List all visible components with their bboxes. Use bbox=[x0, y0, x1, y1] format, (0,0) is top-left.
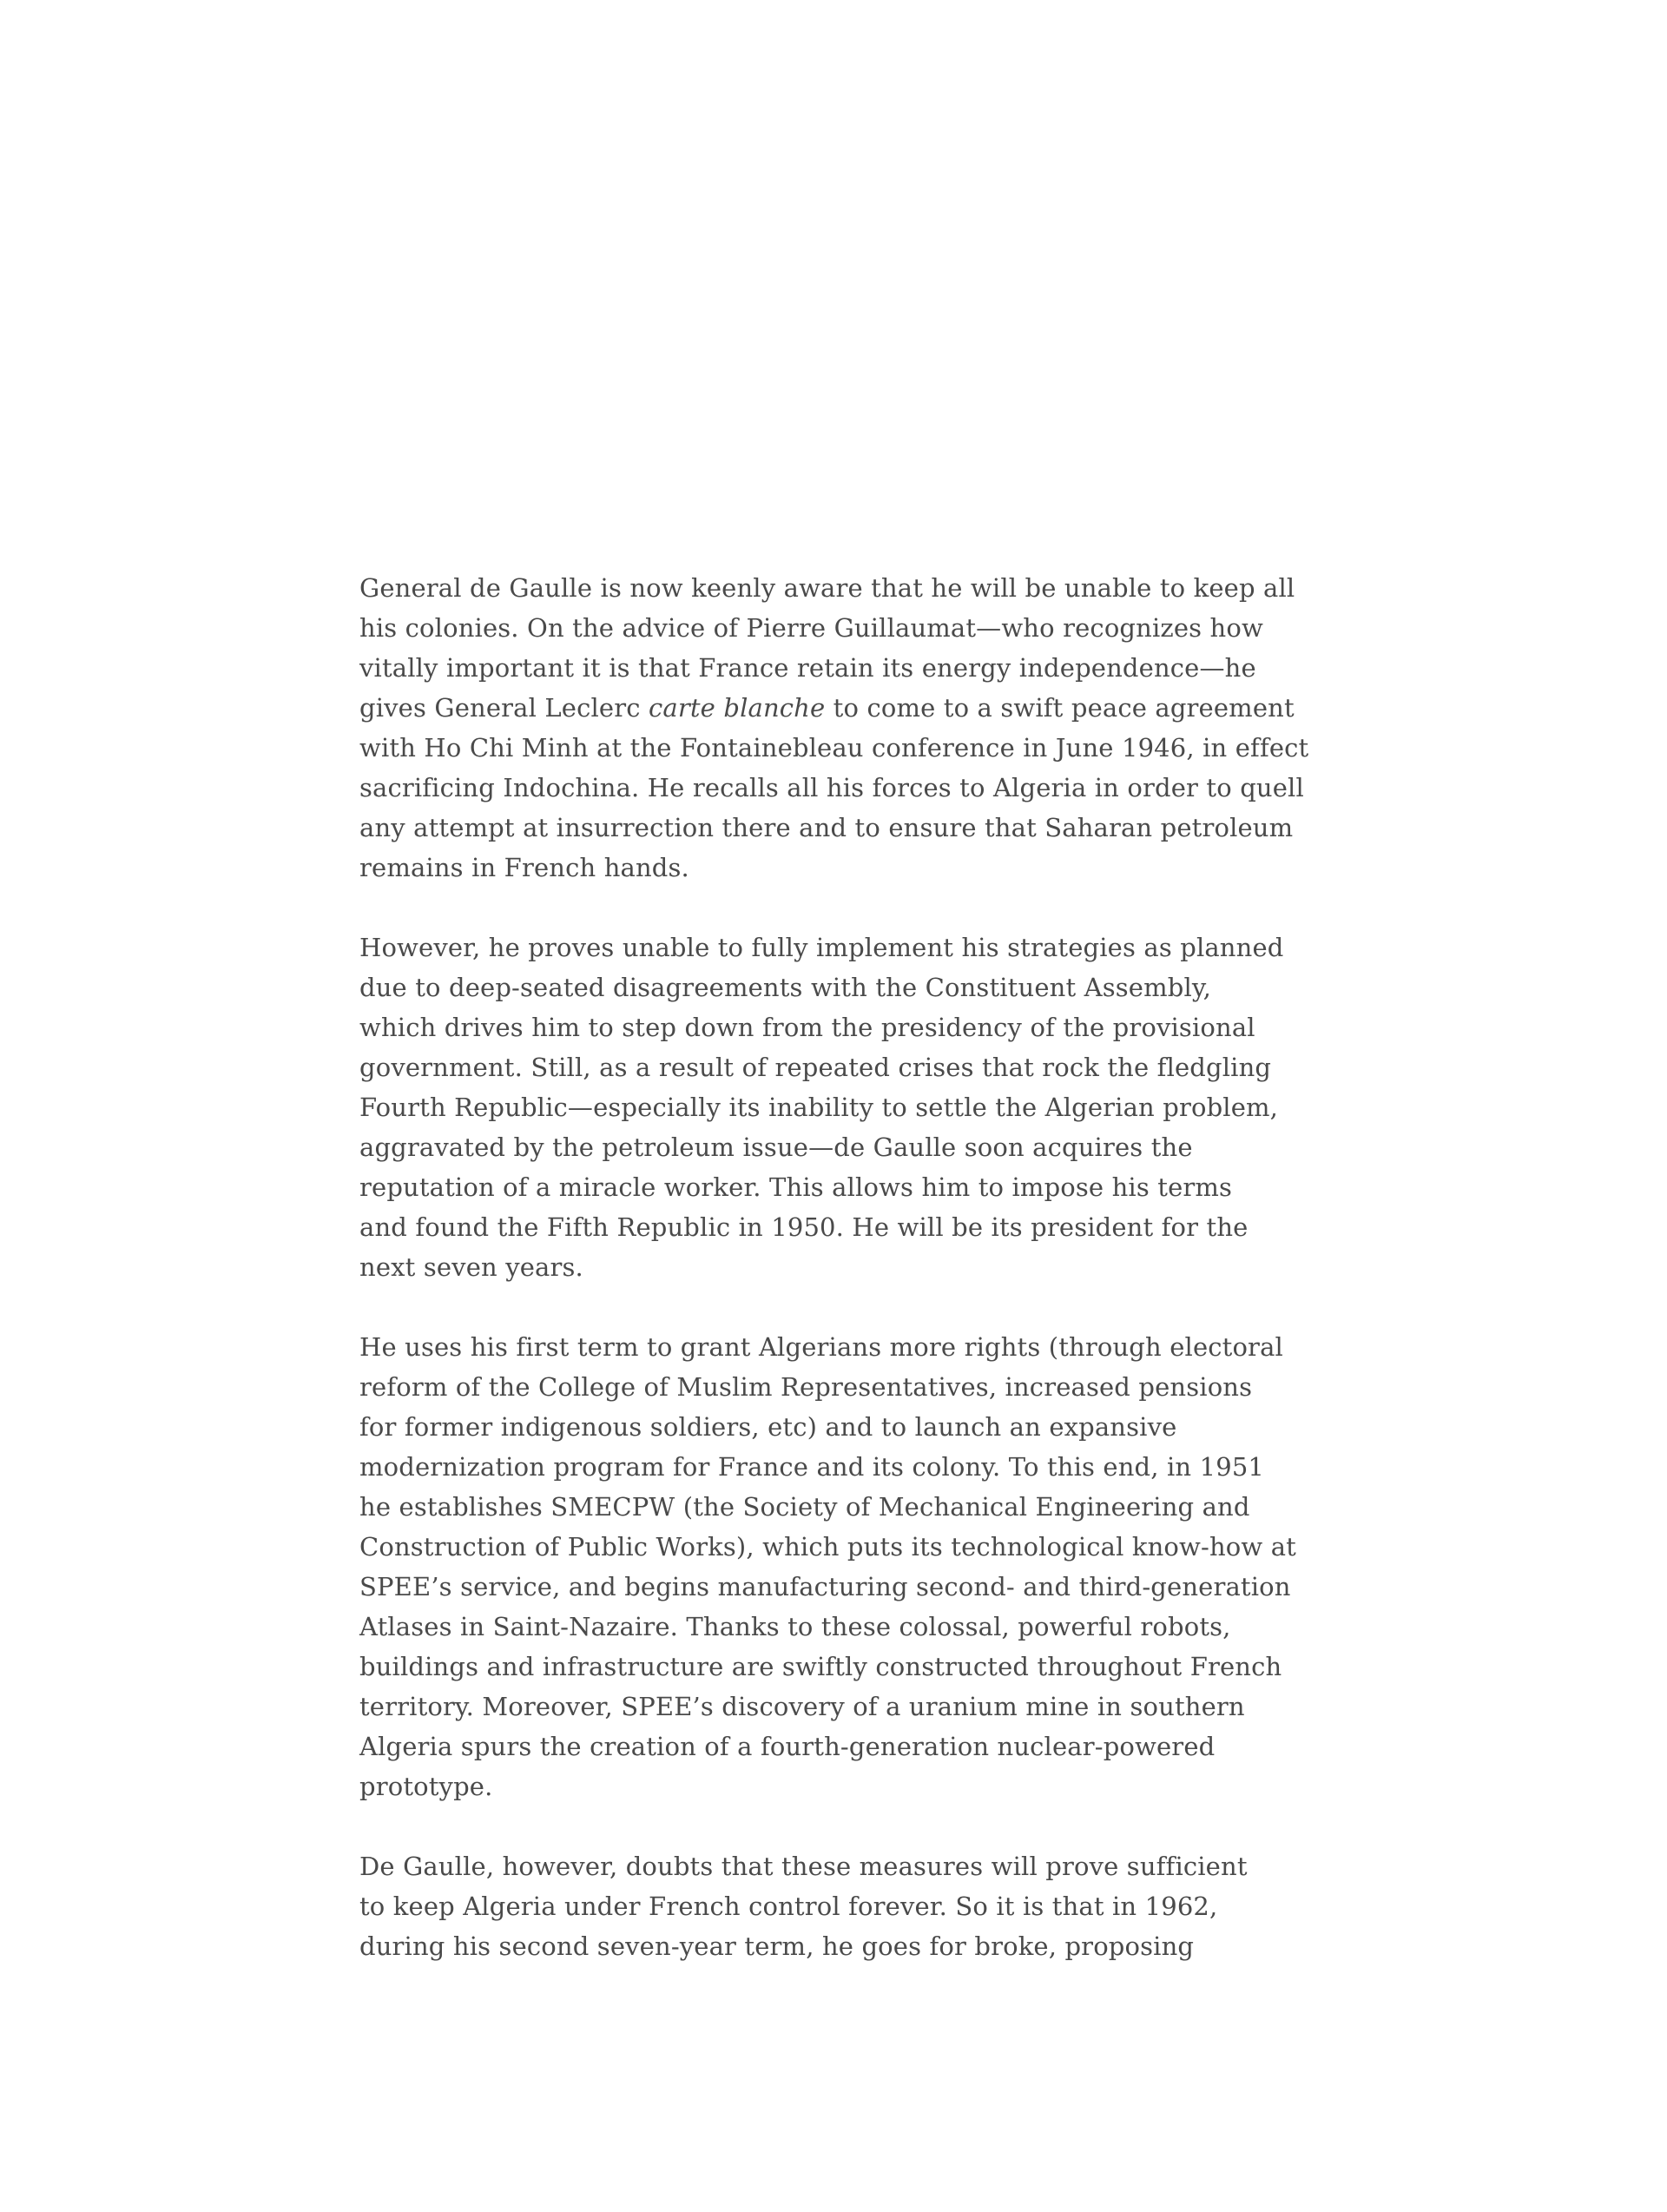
text-line: Algeria spurs the creation of a fourth-generation nuclear-powered bbox=[359, 1732, 1216, 1761]
italic-term: carte blanche bbox=[649, 693, 826, 723]
text-line: Construction of Public Works), which puts its technological know-how at bbox=[359, 1532, 1296, 1562]
paragraph-1 bbox=[359, 568, 1309, 888]
text-line: reputation of a miracle worker. This allows him to impose his terms bbox=[359, 1172, 1233, 1202]
text-line: and found the Fifth Republic in 1950. He will be its president for the bbox=[359, 1212, 1249, 1242]
text-line: remains in French hands. bbox=[359, 853, 689, 882]
text-line: sacrificing Indochina. He recalls all his forces to Algeria in order to quell bbox=[359, 773, 1304, 802]
text-line: buildings and infrastructure are swiftly constructed throughout French bbox=[359, 1652, 1282, 1681]
text-line: due to deep-seated disagreements with the Constituent Assembly, bbox=[359, 973, 1211, 1002]
text-line: which drives him to step down from the presidency of the provisional bbox=[359, 1013, 1255, 1042]
body-text bbox=[359, 568, 1309, 2006]
text-line: De Gaulle, however, doubts that these measures will prove sufficient bbox=[359, 1852, 1248, 1881]
text-line bbox=[359, 688, 1297, 728]
text-line: to keep Algeria under French control forever. So it is that in 1962, bbox=[359, 1892, 1218, 1921]
text-line: reform of the College of Muslim Representatives, increased pensions bbox=[359, 1372, 1253, 1402]
text-line: Fourth Republic—especially its inability to settle the Algerian problem, bbox=[359, 1093, 1279, 1122]
text-line: with Ho Chi Minh at the Fontainebleau conference in June 1946, in effect bbox=[359, 733, 1309, 763]
text-line: he establishes SMECPW (the Society of Mechanical Engineering and bbox=[359, 1492, 1250, 1522]
text-line: during his second seven-year term, he goes for broke, proposing bbox=[359, 1931, 1195, 1961]
text-line: SPEE’s service, and begins manufacturing second- and third-generation bbox=[359, 1572, 1291, 1601]
text-line: territory. Moreover, SPEE’s discovery of a uranium mine in southern bbox=[359, 1692, 1245, 1721]
text-line: for former indigenous soldiers, etc) and to launch an expansive bbox=[359, 1412, 1177, 1442]
paragraph-4 bbox=[359, 1846, 1297, 1966]
text-line: next seven years. bbox=[359, 1252, 583, 1282]
paragraph-3 bbox=[359, 1327, 1297, 1806]
text-line: He uses his first term to grant Algerians more rights (through electoral bbox=[359, 1332, 1283, 1362]
text-line: aggravated by the petroleum issue—de Gaulle soon acquires the bbox=[359, 1132, 1193, 1162]
text-run: gives General Leclerc bbox=[359, 693, 649, 723]
text-line: government. Still, as a result of repeated crises that rock the fledgling bbox=[359, 1053, 1272, 1082]
text-line: General de Gaulle is now keenly aware that he will be unable to keep all bbox=[359, 573, 1295, 603]
text-line: Atlases in Saint-Nazaire. Thanks to these colossal, powerful robots, bbox=[359, 1612, 1231, 1641]
text-line: his colonies. On the advice of Pierre Guillaumat—who recognizes how bbox=[359, 613, 1263, 643]
text-line: modernization program for France and its colony. To this end, in 1951 bbox=[359, 1452, 1265, 1482]
paragraph-2 bbox=[359, 928, 1297, 1287]
text-line: However, he proves unable to fully implement his strategies as planned bbox=[359, 933, 1284, 962]
text-line: vitally important it is that France retain its energy independence—he bbox=[359, 653, 1256, 683]
text-run: to come to a swift peace agreement bbox=[825, 693, 1295, 723]
text-line: prototype. bbox=[359, 1772, 493, 1801]
text-line: any attempt at insurrection there and to ensure that Saharan petroleum bbox=[359, 813, 1294, 842]
